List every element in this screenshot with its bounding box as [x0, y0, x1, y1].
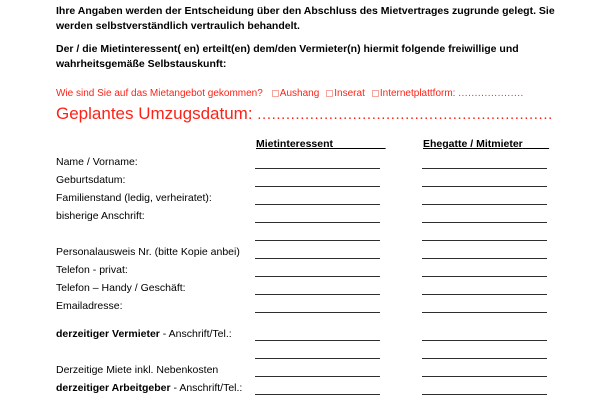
table-header-row	[56, 138, 560, 152]
blank-line-ehegatte[interactable]	[422, 258, 547, 259]
table-row	[56, 188, 560, 206]
blank-line-ehegatte[interactable]	[422, 276, 547, 277]
table-row	[56, 206, 560, 224]
blank-line-mietinteressent[interactable]	[255, 258, 380, 259]
blank-line-ehegatte[interactable]	[422, 186, 547, 187]
moving-date-line	[56, 104, 560, 125]
blank-line-mietinteressent[interactable]	[255, 222, 380, 223]
table-row	[56, 224, 560, 242]
source-question-line	[56, 88, 560, 100]
column-header-ehegatte-mitmieter: Ehegatte / Mitmieter___ _	[423, 138, 550, 150]
option-label-internetplattform: Internetplattform:	[379, 88, 456, 99]
checkbox-aushang[interactable]	[272, 90, 279, 97]
intro-paragraph-1-line1: Ihre Angaben werden der Entscheidung über den Abschluss des Mietvertrages zugrunde gelegt. Sie	[56, 5, 555, 17]
field-label: Name / Vorname:	[56, 156, 138, 168]
intro-paragraph-2	[56, 42, 556, 72]
option-label-inserat: Inserat	[334, 88, 365, 99]
table-row	[56, 242, 560, 260]
blank-line-ehegatte[interactable]	[422, 358, 547, 359]
source-answer-field[interactable]: ....................	[458, 88, 524, 99]
blank-line-ehegatte[interactable]	[422, 376, 547, 377]
form-rows	[56, 152, 560, 396]
blank-line-mietinteressent[interactable]	[255, 240, 380, 241]
field-label: derzeitiger Vermieter - Anschrift/Tel.:	[56, 328, 232, 340]
checkbox-inserat[interactable]	[326, 90, 333, 97]
blank-line-mietinteressent[interactable]	[255, 168, 380, 169]
field-label: Telefon - privat:	[56, 264, 128, 276]
option-label-aushang: Aushang	[279, 88, 320, 99]
table-row	[56, 324, 560, 342]
table-row	[56, 260, 560, 278]
intro-paragraph-1	[56, 4, 556, 34]
field-label: Derzeitige Miete inkl. Nebenkosten	[56, 364, 219, 376]
column-header-mietinteressent: Mietinteressent_________	[256, 138, 386, 150]
table-row	[56, 296, 560, 314]
moving-date-label: Geplantes Umzugsdatum:	[56, 104, 253, 123]
blank-line-mietinteressent[interactable]	[255, 276, 380, 277]
table-row	[56, 342, 560, 360]
table-row	[56, 170, 560, 188]
blank-line-mietinteressent[interactable]	[255, 394, 380, 395]
blank-line-ehegatte[interactable]	[422, 294, 547, 295]
blank-line-ehegatte[interactable]	[422, 340, 547, 341]
source-question-label: Wie sind Sie auf das Mietangebot gekommen?	[56, 88, 263, 99]
field-label: derzeitiger Arbeitgeber - Anschrift/Tel.:	[56, 382, 243, 394]
field-label: Personalausweis Nr. (bitte Kopie anbei)	[56, 246, 240, 258]
field-label: Telefon – Handy / Geschäft:	[56, 282, 186, 294]
blank-line-ehegatte[interactable]	[422, 222, 547, 223]
moving-date-field[interactable]: ..............................................................	[257, 106, 553, 123]
table-row	[56, 378, 560, 396]
field-label: Geburtsdatum:	[56, 174, 126, 186]
blank-line-ehegatte[interactable]	[422, 240, 547, 241]
table-row	[56, 278, 560, 296]
field-label: Familienstand (ledig, verheiratet):	[56, 192, 212, 204]
blank-line-mietinteressent[interactable]	[255, 294, 380, 295]
blank-line-mietinteressent[interactable]	[255, 376, 380, 377]
intro-paragraph-2-line1: Der / die Mietinteressent( en) erteilt(en) dem/den Vermieter(n) hiermit folgende freiwillige und	[56, 43, 519, 55]
table-row	[56, 152, 560, 170]
blank-line-ehegatte[interactable]	[422, 204, 547, 205]
checkbox-internetplattform[interactable]	[372, 90, 379, 97]
field-label: bisherige Anschrift:	[56, 210, 145, 222]
blank-line-mietinteressent[interactable]	[255, 358, 380, 359]
blank-line-mietinteressent[interactable]	[255, 204, 380, 205]
blank-line-mietinteressent[interactable]	[255, 186, 380, 187]
blank-line-mietinteressent[interactable]	[255, 312, 380, 313]
blank-line-ehegatte[interactable]	[422, 168, 547, 169]
intro-paragraph-1-line2: werden selbstverständlich vertraulich behandelt.	[56, 20, 300, 32]
field-label: Emailadresse:	[56, 300, 123, 312]
table-row	[56, 360, 560, 378]
intro-paragraph-2-line2: wahrheitsgemäße Selbstauskunft:	[56, 58, 227, 70]
blank-line-ehegatte[interactable]	[422, 312, 547, 313]
blank-line-mietinteressent[interactable]	[255, 340, 380, 341]
blank-line-ehegatte[interactable]	[422, 394, 547, 395]
